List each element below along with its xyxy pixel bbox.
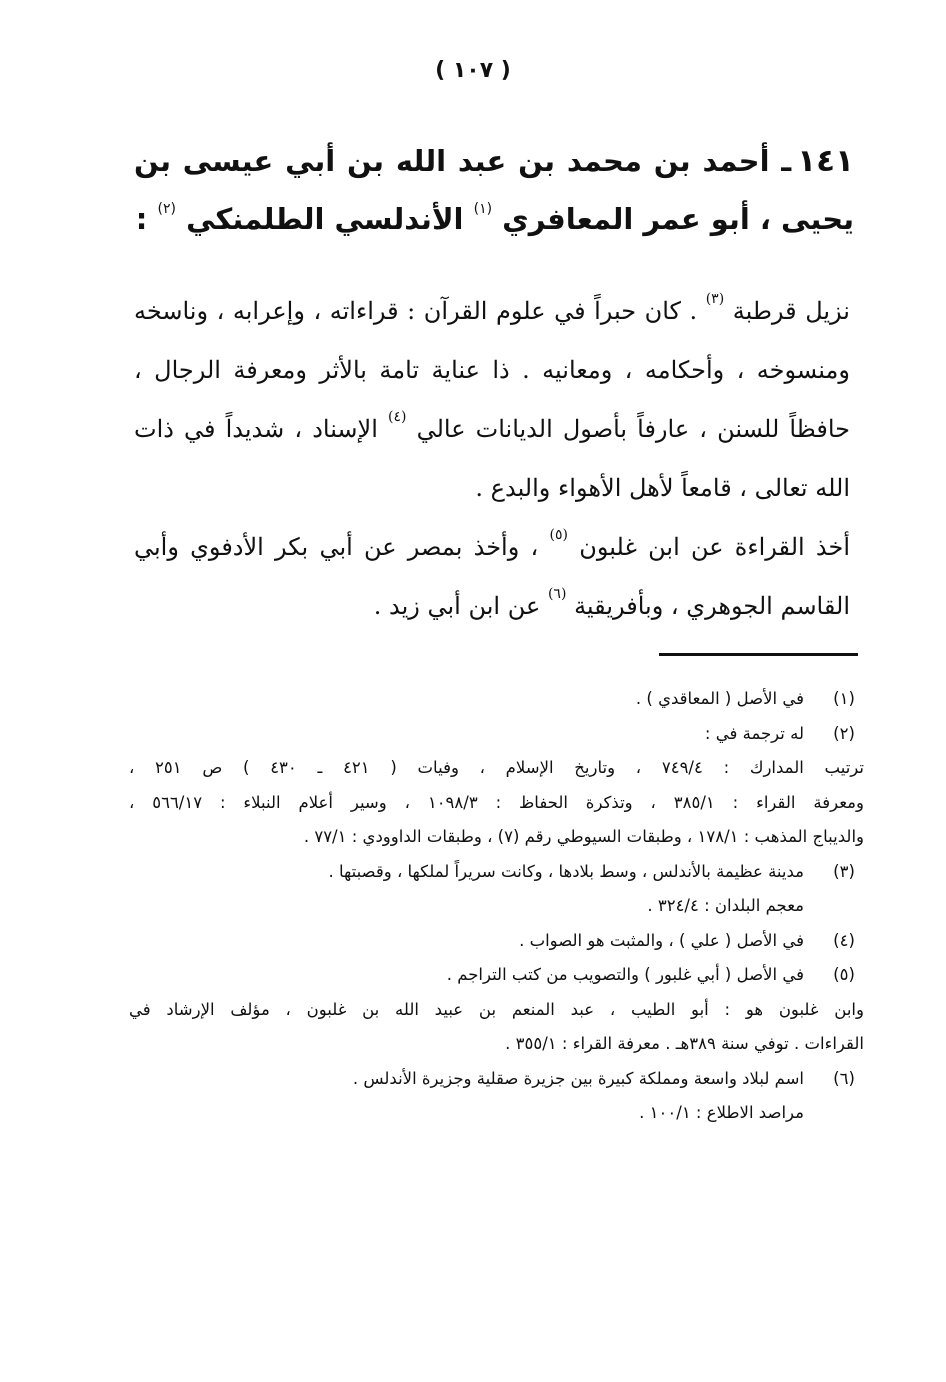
footnote-ref-1[interactable]: (١) [473, 201, 493, 217]
footnote-text: في الأصل ( علي ) ، والمثبت هو الصواب . [519, 930, 804, 950]
heading-nisba-maafiri: المعافري [502, 202, 634, 236]
footnote-6 [129, 1062, 864, 1131]
text-span: ، وأخذ بمصر عن أبي بكر الأدفوي وأبي القاسم الجوهري ، وبأفريقية [134, 533, 850, 620]
footnote-text: ومعرفة القراء : ٣٨٥/١ ، وتذكرة الحفاظ : ١٠٩٨/٣ ، وسير أعلام النبلاء : ٥٦٦/١٧ ، [129, 792, 864, 812]
footnote-number: (٤) [833, 930, 855, 950]
text-span: عن ابن أبي زيد . [373, 592, 541, 620]
footnote-text: وابن غلبون هو : أبو الطيب ، عبد المنعم بن عبيد الله بن غلبون ، مؤلف الإرشاد في [129, 999, 864, 1019]
footnote-text: القراءات . توفي سنة ٣٨٩هـ . معرفة القراء : ٣٥٥/١ . [505, 1034, 864, 1053]
footnote-number: (٢) [833, 723, 855, 743]
text-span: . كان حبراً في علوم القرآن : قراءاته ، وإعرابه ، وناسخه ومنسوخه ، وأحكامه ، ومعانيه . ذا عناية تامة بالأثر ومعرفة الرجال ، حافظاً للسنن ، عارفاً بأصول الديانات عالي [134, 297, 850, 443]
footnote-2 [129, 717, 864, 855]
footnote-3 [129, 855, 864, 924]
footnote-text: اسم لبلاد واسعة ومملكة كبيرة بين جزيرة صقلية وجزيرة الأندلس . [352, 1068, 804, 1088]
footnote-text: ترتيب المدارك : ٧٤٩/٤ ، وتاريخ الإسلام ، وفيات ( ٤٢١ ـ ٤٣٠ ) ص ٢٥١ ، [129, 758, 865, 777]
footnote-ref-4[interactable]: (٤) [388, 409, 407, 425]
footnote-separator [659, 653, 858, 656]
footnote-1 [129, 682, 864, 717]
heading-line-1: ـ أحمد بن محمد بن عبد الله بن أبي عيسى بن يحيى ، أبو عمر [134, 144, 854, 236]
footnote-text: في الأصل ( أبي غلبور ) والتصويب من كتب التراجم . [446, 965, 804, 984]
footnote-text: والديباج المذهب : ١٧٨/١ ، وطبقات السيوطي رقم (٧) ، وطبقات الداوودي : ٧٧/١ . [303, 827, 864, 846]
footnote-number: (٥) [833, 965, 855, 984]
footnote-ref-3[interactable]: (٣) [705, 291, 725, 307]
text-span: نزيل قرطبة [732, 297, 850, 325]
footnote-ref-2[interactable]: (٢) [157, 201, 176, 217]
biography-text [134, 282, 850, 636]
footnote-text: له ترجمة في : [704, 723, 804, 743]
footnotes [129, 682, 864, 1131]
entry-number: ١٤١ [797, 143, 854, 179]
footnote-ref-6[interactable]: (٦) [547, 586, 567, 602]
footnote-5 [129, 958, 864, 1062]
footnote-text: في الأصل ( المعاقدي ) . [635, 689, 804, 708]
text-span: الإسناد ، شديداً في ذات الله تعالى ، قامعاً لأهل الأهواء والبدع . [134, 415, 850, 502]
heading-nisba-andalusi: الأندلسي الطلمنكي [186, 202, 464, 236]
heading-colon: : [135, 202, 148, 236]
footnote-text: معجم البلدان : ٣٢٤/٤ . [647, 896, 804, 915]
footnote-number: (٦) [833, 1068, 855, 1088]
footnote-4 [129, 924, 864, 959]
footnote-ref-5[interactable]: (٥) [549, 527, 568, 543]
footnote-number: (١) [833, 689, 855, 708]
text-span: أخذ القراءة عن ابن غلبون [579, 533, 850, 561]
page-number: ( ١٠٧ ) [435, 58, 511, 83]
footnote-text: مدينة عظيمة بالأندلس ، وسط بلادها ، وكانت سريراً لملكها ، وقصبتها . [328, 861, 804, 881]
footnote-number: (٣) [833, 861, 855, 881]
paragraph-1 [134, 282, 850, 518]
entry-heading [134, 132, 854, 248]
paragraph-2 [134, 518, 850, 636]
footnote-text: مراصد الاطلاع : ١٠٠/١ . [639, 1103, 804, 1122]
